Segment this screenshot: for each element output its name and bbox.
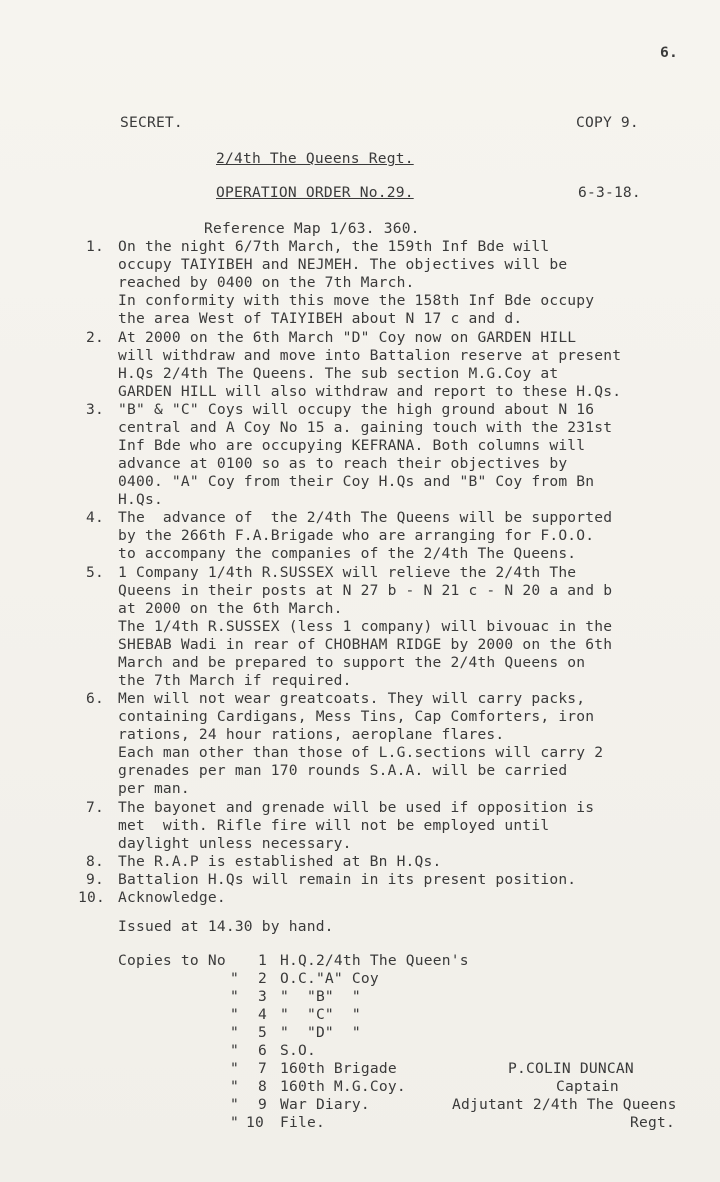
copy-mark: " [230,1042,239,1059]
issued-note: Issued at 14.30 by hand. [118,918,334,935]
copy-mark: " [230,1006,239,1023]
copy-recipient: File. [280,1114,325,1131]
para-line: rations, 24 hour rations, aeroplane flares. [118,726,505,743]
para-line: In conformity with this move the 158th Inf Bde occupy [118,292,595,309]
para-number: 6. [86,690,104,707]
para-line: the area West of TAIYIBEH about N 17 c and d. [118,310,523,327]
copy-mark: " [230,970,239,987]
copies-intro: Copies to No [118,952,226,969]
copy-recipient: 160th Brigade [280,1060,397,1077]
copy-no: 5 [258,1024,267,1041]
page-number: 6. [660,44,678,61]
para-line: central and A Coy No 15 a. gaining touch with the 231st [118,419,613,436]
para-line: Inf Bde who are occupying KEFRANA. Both columns will [118,437,586,454]
copy-recipient: War Diary. [280,1096,370,1113]
para-line: advance at 0100 so as to reach their objectives by [118,455,568,472]
copy-mark: " [230,1024,239,1041]
para-number: 5. [86,564,104,581]
para-line: grenades per man 170 rounds S.A.A. will be carried [118,762,568,779]
para-number: 4. [86,509,104,526]
copy-no: 9 [258,1096,267,1113]
para-line: The 1/4th R.SUSSEX (less 1 company) will bivouac in the [118,618,613,635]
para-line: Queens in their posts at N 27 b - N 21 c - N 20 a and b [118,582,613,599]
copy-no: 6 [258,1042,267,1059]
para-line: the 7th March if required. [118,672,352,689]
copy-recipient: 160th M.G.Coy. [280,1078,406,1095]
copy-no: 3 [258,988,267,1005]
signatory-title-cont: Regt. [630,1114,675,1131]
signatory-rank: Captain [556,1078,619,1095]
para-line: at 2000 on the 6th March. [118,600,343,617]
para-line: Each man other than those of L.G.sections will carry 2 [118,744,604,761]
para-number: 2. [86,329,104,346]
classification: SECRET. [120,114,183,131]
copy-recipient: " "C" " [280,1006,361,1023]
para-line: met with. Rifle fire will not be employed until [118,817,550,834]
para-line: March and be prepared to support the 2/4th Queens on [118,654,586,671]
para-number: 7. [86,799,104,816]
para-number: 1. [86,238,104,255]
para-line: reached by 0400 on the 7th March. [118,274,415,291]
para-line: The advance of the 2/4th The Queens will be supported [118,509,613,526]
para-line: Battalion H.Qs will remain in its present position. [118,871,577,888]
copy-no: 4 [258,1006,267,1023]
para-number: 3. [86,401,104,418]
reference-map: Reference Map 1/63. 360. [204,220,420,237]
copy-mark: " [230,1060,239,1077]
copy-mark: " [230,1096,239,1113]
para-line: will withdraw and move into Battalion reserve at present [118,347,622,364]
para-line: H.Qs. [118,491,163,508]
para-line: Acknowledge. [118,889,226,906]
para-line: daylight unless necessary. [118,835,352,852]
copy-recipient: S.O. [280,1042,316,1059]
para-line: "B" & "C" Coys will occupy the high ground about N 16 [118,401,595,418]
para-line: At 2000 on the 6th March "D" Coy now on GARDEN HILL [118,329,577,346]
unit-title: 2/4th The Queens Regt. [216,150,414,167]
copy-no: 1 [258,952,267,969]
copy-recipient: " "B" " [280,988,361,1005]
para-line: to accompany the companies of the 2/4th The Queens. [118,545,577,562]
copy-no: 7 [258,1060,267,1077]
para-number: 10. [78,889,105,906]
para-line: The R.A.P is established at Bn H.Qs. [118,853,442,870]
para-line: The bayonet and grenade will be used if opposition is [118,799,595,816]
copy-number: COPY 9. [576,114,639,131]
copy-recipient: H.Q.2/4th The Queen's [280,952,469,969]
para-line: H.Qs 2/4th The Queens. The sub section M.G.Coy at [118,365,559,382]
para-line: 0400. "A" Coy from their Coy H.Qs and "B" Coy from Bn [118,473,595,490]
para-number: 8. [86,853,104,870]
copy-recipient: " "D" " [280,1024,361,1041]
order-date: 6-3-18. [578,184,641,201]
para-line: 1 Company 1/4th R.SUSSEX will relieve the 2/4th The [118,564,577,581]
signatory-name: P.COLIN DUNCAN [508,1060,634,1077]
signatory-title: Adjutant 2/4th The Queens [452,1096,677,1113]
copy-mark: " [230,1078,239,1095]
para-line: Men will not wear greatcoats. They will carry packs, [118,690,586,707]
para-line: occupy TAIYIBEH and NEJMEH. The objectives will be [118,256,568,273]
copy-no: 10 [246,1114,264,1131]
copy-no: 2 [258,970,267,987]
copy-mark: " [230,988,239,1005]
copy-mark: " [230,1114,239,1131]
para-line: by the 266th F.A.Brigade who are arranging for F.O.O. [118,527,595,544]
order-title: OPERATION ORDER No.29. [216,184,414,201]
copy-recipient: O.C."A" Coy [280,970,379,987]
para-line: On the night 6/7th March, the 159th Inf Bde will [118,238,550,255]
para-line: GARDEN HILL will also withdraw and report to these H.Qs. [118,383,622,400]
copy-no: 8 [258,1078,267,1095]
para-line: containing Cardigans, Mess Tins, Cap Comforters, iron [118,708,595,725]
para-number: 9. [86,871,104,888]
para-line: per man. [118,780,190,797]
para-line: SHEBAB Wadi in rear of CHOBHAM RIDGE by 2000 on the 6th [118,636,613,653]
